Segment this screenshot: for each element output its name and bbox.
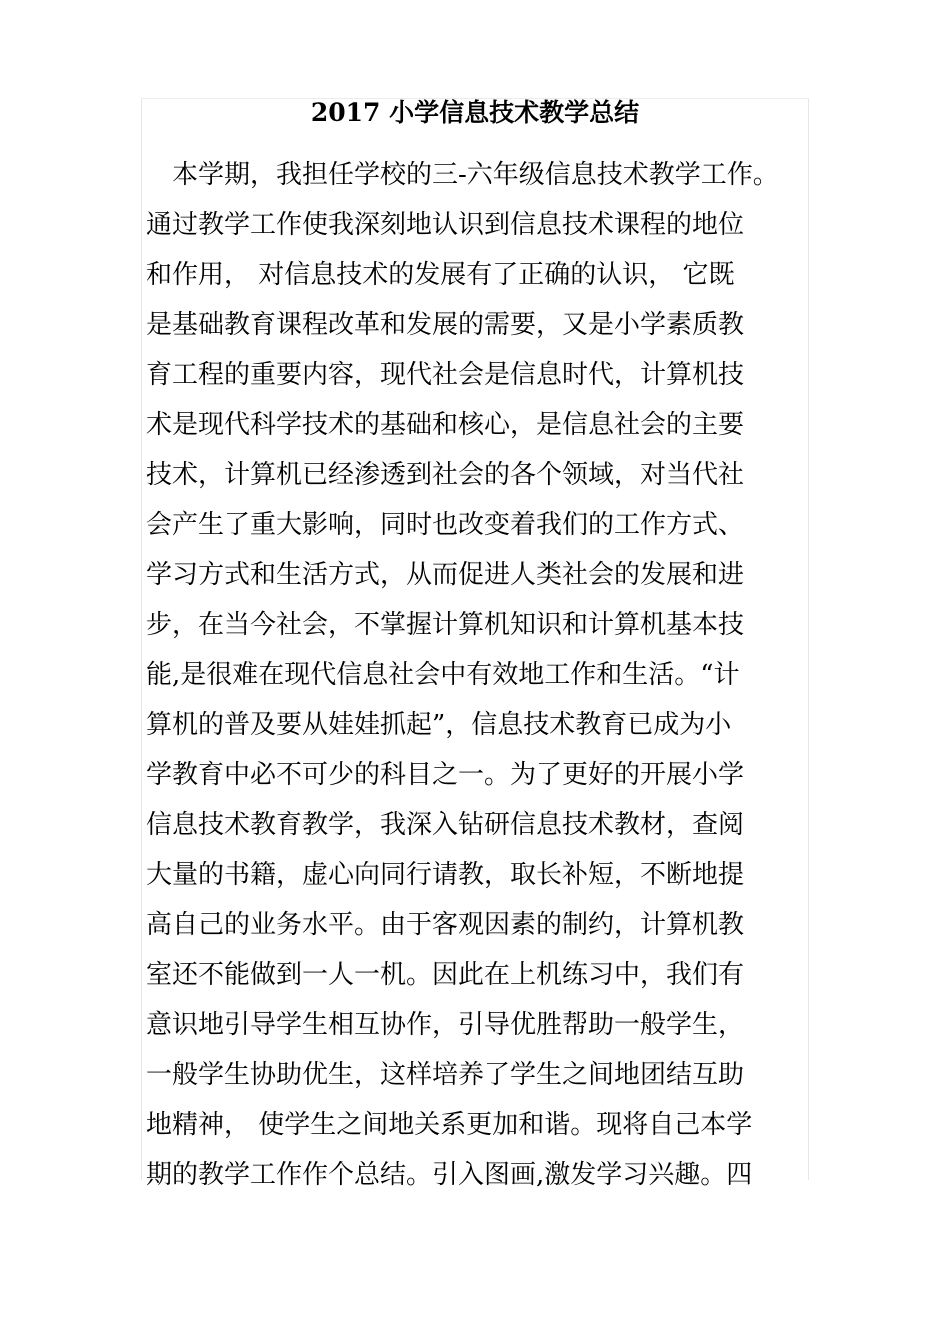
body-line: 会产生了重大影响，同时也改变着我们的工作方式、 [146, 510, 745, 540]
body-line: 学教育中必不可少的科目之一。为了更好的开展小学 [146, 760, 745, 790]
body-line: 大量的书籍，虚心向同行请教，取长补短，不断地提 [146, 860, 745, 890]
body-line: 技术，计算机已经渗透到社会的各个领域，对当代社 [146, 460, 745, 490]
body-line: 育工程的重要内容，现代社会是信息时代，计算机技 [146, 360, 745, 390]
body-line: 和作用， 对信息技术的发展有了正确的认识， 它既 [146, 260, 735, 290]
body-line: 意识地引导学生相互协作，引导优胜帮助一般学生， [146, 1010, 745, 1040]
document-title: 2017 小学信息技术教学总结 [310, 98, 640, 127]
body-line: 本学期，我担任学校的三-六年级信息技术教学工作。 [146, 160, 779, 190]
body-line: 期的教学工作作个总结。引入图画,激发学习兴趣。四 [146, 1160, 753, 1190]
body-line: 信息技术教育教学，我深入钻研信息技术教材，查阅 [146, 810, 745, 840]
body-line: 算机的普及要从娃娃抓起”，信息技术教育已成为小 [146, 710, 732, 740]
body-line: 一般学生协助优生，这样培养了学生之间地团结互助 [146, 1060, 745, 1090]
body-line: 术是现代科学技术的基础和核心，是信息社会的主要 [146, 410, 745, 440]
body-line: 通过教学工作使我深刻地认识到信息技术课程的地位 [146, 210, 745, 240]
body-line: 是基础教育课程改革和发展的需要，又是小学素质教 [146, 310, 745, 340]
body-line: 地精神， 使学生之间地关系更加和谐。现将自己本学 [146, 1110, 753, 1140]
body-line: 高自己的业务水平。由于客观因素的制约，计算机教 [146, 910, 745, 940]
body-line: 室还不能做到一人一机。因此在上机练习中，我们有 [146, 960, 745, 990]
body-line: 步，在当今社会，不掌握计算机知识和计算机基本技 [146, 610, 745, 640]
body-line: 学习方式和生活方式，从而促进人类社会的发展和进 [146, 560, 745, 590]
body-line: 能,是很难在现代信息社会中有效地工作和生活。“计 [146, 660, 740, 690]
